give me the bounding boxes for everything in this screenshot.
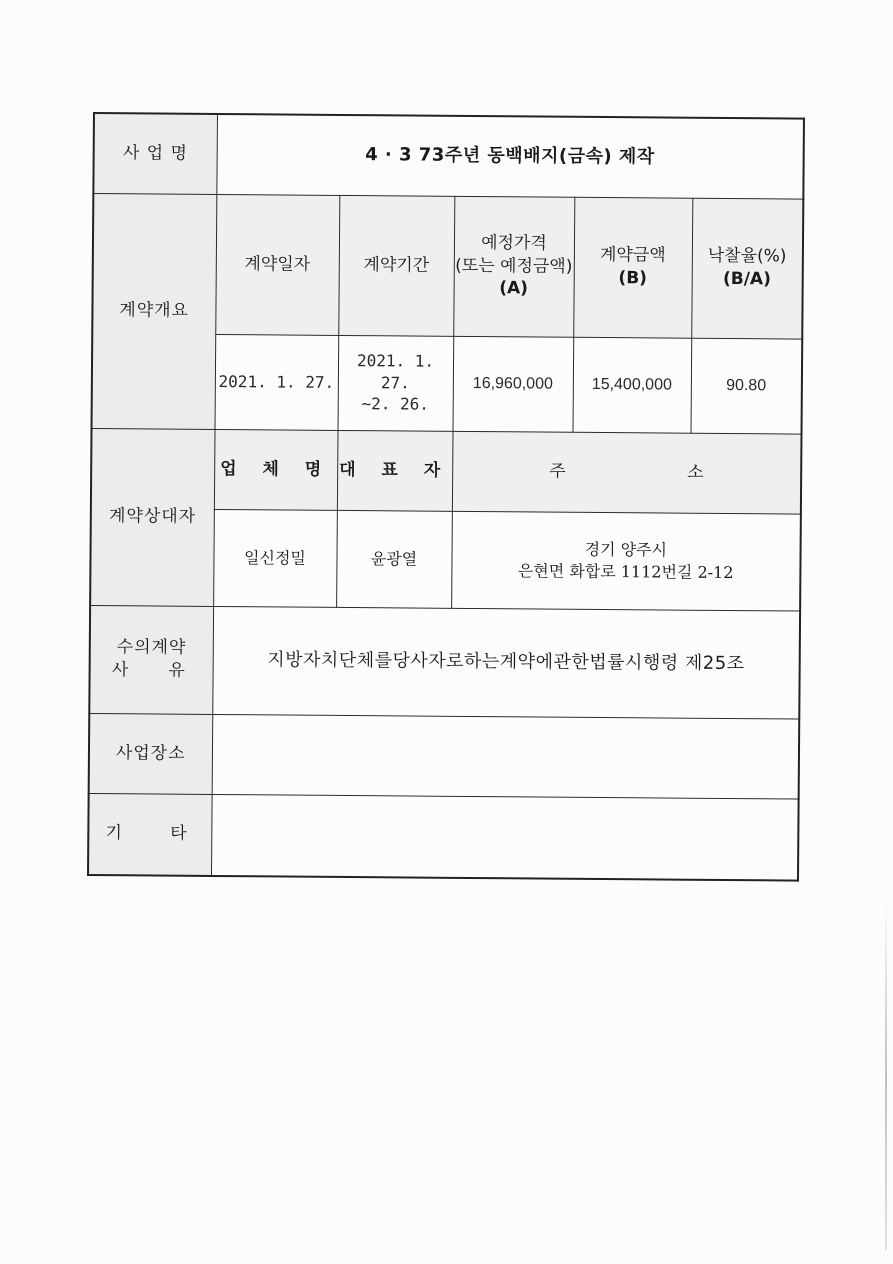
- header-contract-amount: [573, 197, 692, 338]
- reason-row: [89, 605, 800, 719]
- header-bid-rate-line2: (B/A): [722, 268, 771, 290]
- location-row: [89, 713, 800, 799]
- overview-label: 계약개요: [92, 193, 217, 429]
- header-address: 주 소: [452, 431, 802, 514]
- counterparty-label: 계약상대자: [90, 428, 214, 606]
- project-name: 4 · 3 73주년 동백배지(금속) 제작: [216, 114, 804, 199]
- header-estimated-price: [453, 196, 574, 337]
- reason-label: [89, 605, 213, 714]
- project-label: 사 업 명: [93, 113, 217, 194]
- reason-label-line2: 사 유: [111, 660, 191, 681]
- contract-date-value: 2021. 1. 27.: [215, 334, 339, 430]
- company-value: 일신정밀: [213, 509, 337, 607]
- etc-label: 기 타: [88, 793, 212, 876]
- header-bid-rate: [691, 198, 803, 339]
- reason-text: 지방자치단체를당사자로하는계약에관한법률시행령 제25조: [212, 606, 800, 719]
- estimated-price-value: 16,960,000: [453, 336, 574, 432]
- header-contract-amount-line1: 계약금액: [599, 245, 666, 266]
- project-row: [93, 113, 804, 199]
- header-contract-period: 계약기간: [338, 195, 454, 336]
- contract-amount-value: 15,400,000: [573, 337, 692, 433]
- contract-period-line1: 2021. 1. 27.: [356, 351, 435, 393]
- reason-label-line1: 수의계약: [116, 637, 187, 658]
- location-label: 사업장소: [89, 713, 213, 794]
- header-contract-amount-line2: (B): [618, 268, 648, 289]
- header-bid-rate-line1: 낙찰율(%): [707, 245, 787, 267]
- address-line2: 은현면 화합로 1112번길 2-12: [517, 560, 734, 582]
- location-value: [212, 714, 800, 799]
- etc-row: [88, 793, 799, 881]
- header-estimated-price-line1: 예정가격: [481, 232, 547, 254]
- header-estimated-price-line3: (A): [499, 278, 529, 299]
- header-company: 업 체 명: [214, 429, 338, 510]
- header-representative: 대 표 자: [337, 430, 453, 511]
- address-line1: 경기 양주시: [584, 539, 668, 560]
- contract-period-value: [338, 335, 454, 431]
- address-value: [451, 511, 801, 611]
- representative-value: 윤광열: [336, 510, 452, 608]
- contract-info-table: [87, 112, 805, 882]
- counterparty-header-row: [91, 428, 802, 514]
- header-contract-date: 계약일자: [215, 194, 339, 335]
- bid-rate-value: 90.80: [690, 338, 802, 434]
- header-estimated-price-line2: (또는 예정금액): [455, 255, 573, 277]
- contract-period-line2: ~2. 26.: [361, 394, 430, 414]
- overview-header-row: [92, 193, 803, 339]
- scan-edge-shadow: [885, 900, 887, 1250]
- etc-value: [211, 794, 799, 881]
